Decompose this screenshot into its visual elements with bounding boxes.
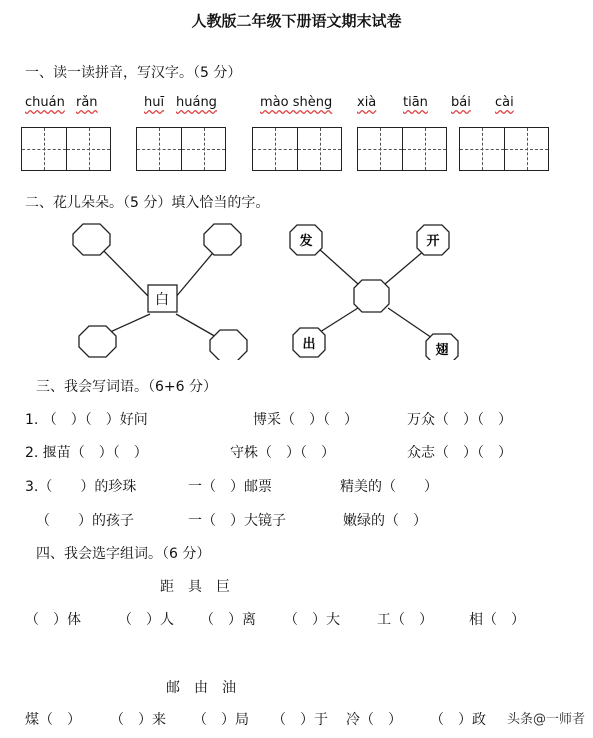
pinyin-8: bái	[451, 95, 471, 110]
section-2-heading: 二、花儿朵朵。（5 分）填入恰当的字。	[25, 195, 270, 211]
flower-diagrams	[0, 212, 593, 360]
petal-chi-label: 翅	[435, 343, 449, 358]
page-title: 人教版二年级下册语文期末试卷	[191, 12, 402, 30]
section-3-heading: 三、我会写词语。（6+6 分）	[36, 379, 217, 395]
char-choices-1: 距 具 巨	[160, 579, 230, 595]
writing-grid-5[interactable]	[459, 127, 549, 171]
pinyin-2: rǎn	[76, 95, 98, 110]
petal-chu-label: 出	[302, 337, 316, 352]
petal-top-left	[73, 224, 110, 255]
word-blank-8: （ ）来	[110, 712, 166, 728]
petal-bottom-left	[79, 326, 116, 357]
word-blank-6: 相（ ）	[469, 612, 525, 628]
pinyin-9: cài	[495, 95, 514, 110]
idiom-3: 万众（ ）（ ）	[407, 412, 512, 428]
pinyin-1: chuán	[25, 95, 65, 110]
word-blank-4: （ ）大	[284, 612, 340, 628]
word-blank-10: （ ）于	[272, 712, 328, 728]
word-blank-12: （ ）政	[430, 712, 486, 728]
petal-fa-label: 发	[299, 234, 313, 249]
section-4-heading: 四、我会选字组词。（6 分）	[36, 546, 211, 562]
word-blank-3: （ ）离	[200, 612, 256, 628]
section-1-heading: 一、读一读拼音，写汉字。（5 分）	[25, 65, 242, 81]
petal-bottom-right	[210, 330, 247, 360]
pinyin-7: tiān	[403, 95, 428, 110]
word-blank-5: 工（ ）	[377, 612, 433, 628]
writing-grid-4[interactable]	[357, 127, 447, 171]
pinyin-3: huī	[144, 95, 165, 110]
writing-grid-2[interactable]	[136, 127, 226, 171]
watermark: 头条@一师者	[506, 712, 585, 727]
pinyin-4: huáng	[176, 95, 217, 110]
word-blank-11: 冷（ ）	[346, 712, 402, 728]
phrase-6: 嫩绿的（ ）	[343, 513, 427, 529]
writing-grid-1[interactable]	[21, 127, 111, 171]
idiom-6: 众志（ ）（ ）	[407, 445, 512, 461]
word-blank-1: （ ）体	[25, 612, 81, 628]
flower-1-center: 白	[155, 292, 169, 308]
phrase-4: （ ）的孩子	[36, 513, 134, 529]
phrase-5: 一（ ）大镜子	[188, 513, 286, 529]
phrase-1: 3.（ ）的珍珠	[25, 479, 137, 495]
word-blank-2: （ ）人	[118, 612, 174, 628]
idiom-2: 博采（ ）（ ）	[253, 412, 358, 428]
phrase-2: 一（ ）邮票	[188, 479, 272, 495]
idiom-1: 1. （ ）（ ）好问	[25, 412, 148, 428]
petal-kai-label: 开	[426, 234, 440, 249]
petal-top-right	[204, 224, 241, 255]
flower-2-center-octagon	[354, 280, 389, 312]
pinyin-6: xià	[357, 95, 377, 110]
idiom-5: 守株（ ）（ ）	[230, 445, 335, 461]
flower-2	[318, 248, 435, 340]
word-blank-9: （ ）局	[193, 712, 249, 728]
writing-grid-3[interactable]	[252, 127, 342, 171]
pinyin-5: mào shèng	[260, 95, 333, 110]
word-blank-7: 煤（ ）	[25, 712, 81, 728]
phrase-3: 精美的（ ）	[340, 479, 438, 495]
char-choices-2: 邮 由 油	[166, 680, 236, 696]
idiom-4: 2. 揠苗（ ）（ ）	[25, 445, 148, 461]
